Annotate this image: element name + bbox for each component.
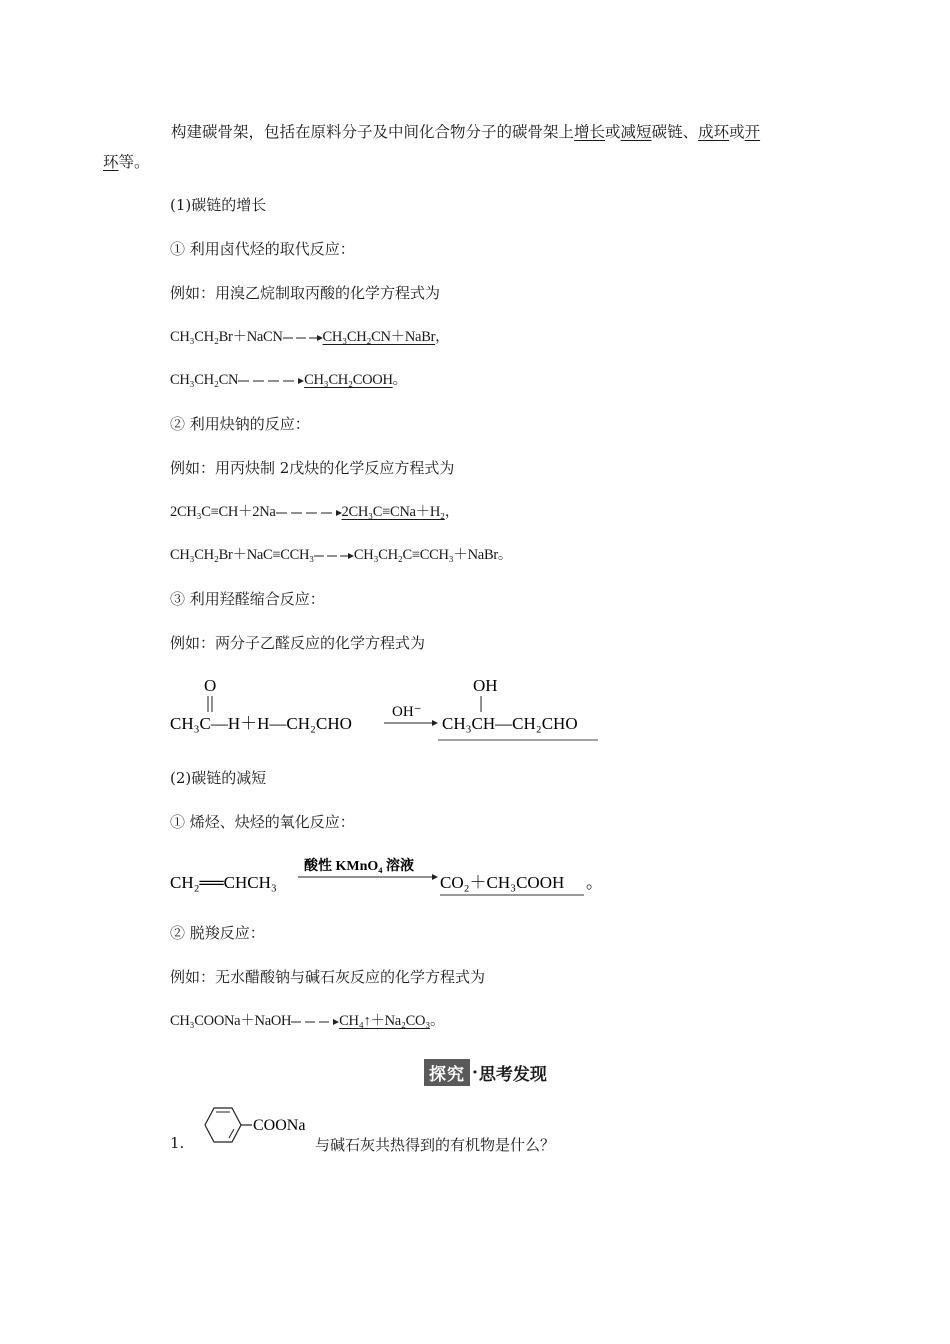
coona-group: COONa (253, 1117, 306, 1134)
intro-or: 或 (605, 123, 621, 141)
oxidation-equation (170, 852, 610, 902)
eq-left: CH₃CH₂Br＋NaC≡CCH₃ (170, 547, 314, 563)
eq-right: CH₃CH₂CN＋NaBr (322, 329, 436, 345)
section2-item1-title: ① 烯烃、炔烃的氧化反应： (170, 813, 355, 831)
eq-end: 。 (586, 873, 603, 892)
catalyst-label: OH⁻ (392, 704, 422, 720)
explore-section-title (424, 1059, 547, 1086)
propene-formula: CH₂══CHCH₃ (170, 873, 277, 892)
item2-example: 例如：用丙炔制 2戊炔的化学反应方程式为 (170, 459, 455, 477)
aldol-structure (170, 674, 610, 746)
section2-item2-example: 例如：无水醋酸钠与碱石灰反应的化学方程式为 (170, 968, 486, 986)
eq-end: ， (444, 504, 460, 520)
hydroxyl-group: OH (473, 676, 498, 695)
eq-right: CH₃CH₂COOH (304, 372, 393, 388)
carbonyl-oxygen: O (204, 676, 217, 695)
equation-hydrolysis (170, 370, 407, 390)
aldol-product: CH₃CH—CH₂CHO (442, 714, 578, 733)
explore-label-box: 探究 (424, 1059, 470, 1086)
intro-or-2: 或 (729, 123, 745, 141)
question-number: 1. (170, 1134, 185, 1152)
intro-text: 构建碳骨架，包括在原料分子及中间化合物分子的碳骨架上 (171, 123, 575, 141)
equation-propyne-sodium (170, 502, 459, 522)
eq-left: CH₃CH₂CN (170, 372, 239, 388)
eq-right: CH₄↑＋Na₂CO₃ (339, 1013, 430, 1029)
arrow-head (432, 874, 438, 880)
eq-end: ， (435, 329, 450, 345)
equation-pentyne (170, 545, 512, 565)
intro-paragraph (103, 117, 817, 177)
section1-heading: (1)碳链的增长 (170, 196, 267, 214)
explore-dot: · (472, 1062, 478, 1083)
blank-open: 开 (744, 123, 761, 141)
arrow-head (432, 720, 438, 726)
eq-end: 。 (497, 547, 513, 563)
item2-title: ② 利用炔钠的反应： (170, 415, 310, 433)
blank-open-2: 环 (103, 153, 119, 171)
eq-end: 。 (429, 1013, 445, 1029)
benzene-ring-icon (194, 1100, 334, 1156)
reaction-arrow (314, 551, 354, 561)
intro-text-c: 等。 (118, 153, 150, 171)
reaction-arrow (283, 333, 323, 343)
question-text: 与碱石灰共热得到的有机物是什么？ (315, 1136, 556, 1154)
eq-right: CH₃CH₂C≡CCH₃＋NaBr (353, 547, 498, 563)
equation-decarboxylation (170, 1011, 444, 1031)
equation-bromoethane-cyanide (170, 327, 449, 347)
eq-left: CH₃CH₂Br＋NaCN (170, 329, 283, 345)
eq-end: 。 (392, 372, 407, 388)
aldol-reactants: CH₃C—H＋H—CH₂CHO (170, 714, 352, 733)
section2-heading: (2)碳链的减短 (170, 769, 267, 787)
eq-right: 2CH₃C≡CNa＋H₂ (341, 504, 445, 520)
oxidation-product: CO₂＋CH₃COOH (440, 873, 565, 892)
blank-decrease: 减短 (620, 123, 652, 141)
item1-title: ① 利用卤代烃的取代反应： (170, 240, 355, 258)
explore-title: 思考发现 (478, 1065, 547, 1085)
reaction-arrow (238, 376, 304, 386)
oxidation-condition: 酸性 KMnO₄ 溶液 (304, 859, 414, 874)
intro-text-b: 碳链、 (651, 123, 699, 141)
reaction-arrow (276, 508, 342, 518)
question-1 (170, 1100, 730, 1160)
aldol-equation (170, 674, 610, 746)
section2-item2-title: ② 脱羧反应： (170, 924, 265, 942)
eq-left: CH₃COONa＋NaOH (170, 1013, 292, 1029)
item3-example: 例如：两分子乙醛反应的化学方程式为 (170, 634, 426, 652)
eq-left: 2CH₃C≡CH＋2Na (170, 504, 276, 520)
item1-example: 例如：用溴乙烷制取丙酸的化学方程式为 (170, 284, 441, 302)
blank-increase: 增长 (574, 123, 606, 141)
oxidation-structure (170, 852, 610, 902)
reaction-arrow (291, 1017, 339, 1027)
item3-title: ③ 利用羟醛缩合反应： (170, 590, 325, 608)
blank-ring: 成环 (698, 123, 730, 141)
